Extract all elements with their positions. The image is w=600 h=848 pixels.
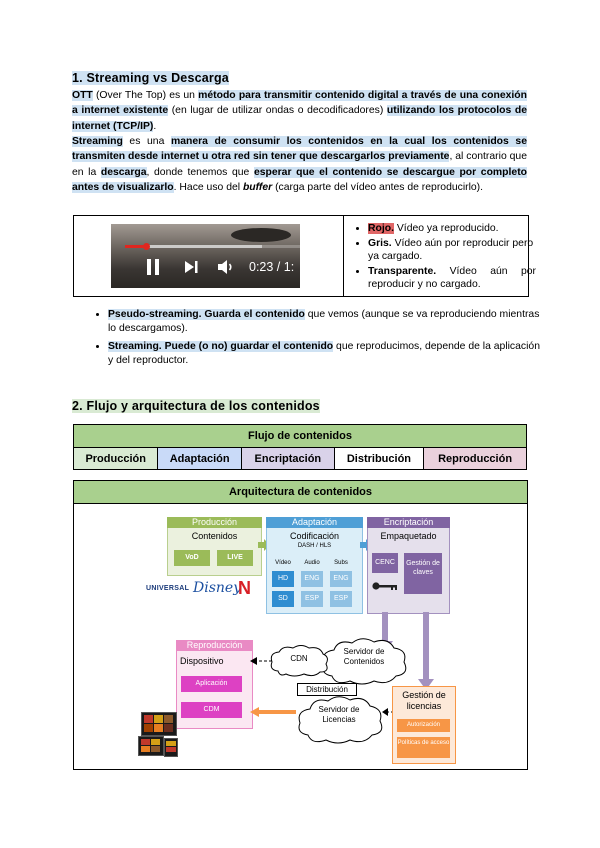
arrow-licencias-reproduccion [250,707,296,717]
streaming-item: • Streaming. Puede (o no) guardar el contenido que reproducimos, depende de la aplicación y del reproductor. [108,340,541,368]
buffer-term: buffer [242,181,273,193]
color-legend [354,222,536,293]
time-display: 0:23 / 1: [249,260,295,274]
politicas-chip: Políticas de acceso [397,737,450,758]
volume-icon[interactable] [218,260,236,274]
col-audio: Audio [304,560,320,566]
streaming-term: Streaming [72,136,123,147]
descarga-term: descarga [100,166,147,178]
flow-table [73,424,527,470]
legend-transparent: • Transparente. Vídeo aún por reproducir y no cargado. [368,265,536,291]
architecture-title: Arquitectura de contenidos [74,481,527,504]
flow-step-produccion: Producción [74,448,158,470]
adaptacion-header: Adaptación [266,517,363,528]
servidor-licencias-label: Servidor de Licencias [318,705,360,724]
key-icon [372,581,398,591]
autorizacion-chip: Autorización [397,719,450,732]
codificacion-label: Codificación [289,531,340,541]
flow-title: Flujo de contenidos [74,425,527,448]
col-subs: Subs [334,560,348,566]
ott-term: OTT [72,90,93,101]
pause-icon[interactable] [146,259,160,275]
distribucion-label: Distribución [297,683,357,696]
dash-hls-label: DASH / HLS [297,543,332,549]
streaming-paragraph: Streaming es una manera de consumir los contenidos en la cual los contenidos se transmiten desde internet u otra red sin tener que descargarlos previamente, al contrario que en la descarga, donde tenemos que esperar que el contenido se descargue por completo antes de visualizarlo. Hace uso del buffer (carga parte del vídeo antes de reproducirlo). [72,136,527,193]
cdm-chip: CDM [181,702,242,718]
arrow-claves-licencias [418,612,434,690]
next-icon[interactable] [185,261,199,273]
gestion-claves-chip: Gestión de claves [404,553,442,594]
reproduccion-header: Reproducción [176,640,253,651]
esp-audio-cell: ESP [301,591,323,607]
flow-step-adaptacion: Adaptación [158,448,242,470]
universal-logo: UNIVERSAL [146,585,190,592]
legend-grey: • Gris. Vídeo aún por reproducir pero ya cargado. [368,237,536,263]
eng-audio-cell: ENG [301,571,323,587]
flow-step-encriptacion: Encriptación [241,448,334,470]
cdn-label: CDN [290,654,308,663]
ott-paragraph: OTT (Over The Top) es un método para transmitir contenido digital a través de una conexión a internet existente (en lugar de utilizar ondas o decodificadores) utilizando los protocolos de internet (TCP/IP). [72,90,528,132]
dispositivo-label: Dispositivo [180,656,224,666]
flow-step-distribucion: Distribución [334,448,423,470]
video-player[interactable] [111,224,300,288]
sd-cell: SD [272,591,294,607]
contenidos-label: Contenidos [191,531,238,541]
flow-step-reproduccion: Reproducción [424,448,527,470]
servidor-contenidos-label: Servidor de Contenidos [343,647,385,666]
cenc-chip: CENC [372,553,398,573]
aplicacion-chip: Aplicación [181,676,242,692]
empaquetado-label: Empaquetado [380,531,437,541]
esp-subs-cell: ESP [330,591,352,607]
pseudo-streaming-item: • Pseudo-streaming. Guarda el contenido que vemos (aunque se va reproduciendo mientras lo descargamos). [108,308,541,336]
section-2-title: 2. Flujo y arquitectura de los contenidos [72,399,320,413]
encriptacion-header: Encriptación [367,517,450,528]
eng-subs-cell: ENG [330,571,352,587]
streaming-types-list [94,308,541,370]
gestion-licencias-title: Gestión de licencias [402,690,446,711]
devices-illustration [138,712,178,758]
progress-handle[interactable] [143,243,150,250]
section-1-title: 1. Streaming vs Descarga [72,71,229,85]
legend-red: • Rojo. Vídeo ya reproducido. [368,222,536,235]
hd-cell: HD [272,571,294,587]
vod-chip: VoD [174,550,210,566]
arrow-cdn-reproduccion [250,656,272,666]
col-video: Vídeo [275,560,291,566]
disney-logo: Disney [193,580,242,596]
live-chip: LIVE [217,550,253,566]
produccion-header: Producción [167,517,262,528]
netflix-logo: N [238,578,251,598]
